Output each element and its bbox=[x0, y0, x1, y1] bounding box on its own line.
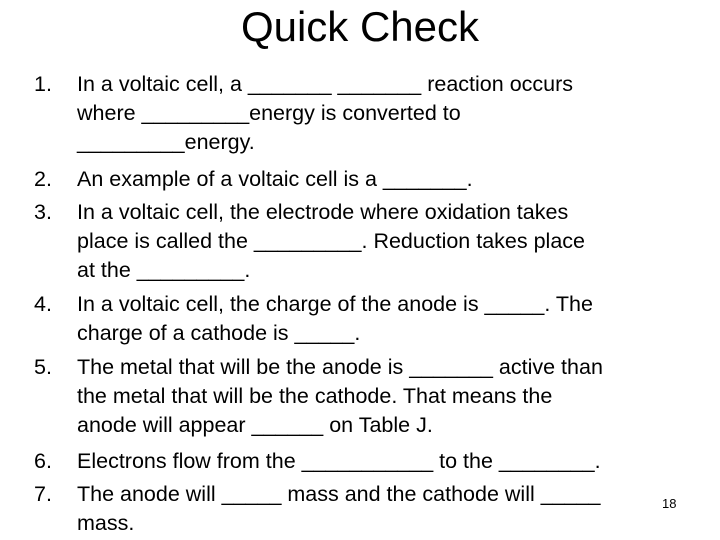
question-line: the metal that will be the cathode. That means the bbox=[77, 384, 553, 408]
question-line: _________energy. bbox=[77, 130, 255, 154]
question-number: 5. bbox=[34, 355, 52, 379]
question-number: 6. bbox=[34, 449, 52, 473]
question-number: 2. bbox=[34, 167, 52, 191]
question-number: 4. bbox=[34, 292, 52, 316]
question-line: mass. bbox=[77, 511, 135, 535]
question-line: In a voltaic cell, the electrode where oxidation takes bbox=[77, 200, 569, 224]
question-number: 1. bbox=[34, 72, 52, 96]
question-line: where _________energy is converted to bbox=[77, 101, 461, 125]
question-line: place is called the _________. Reduction takes place bbox=[77, 229, 585, 253]
question-line: charge of a cathode is _____. bbox=[77, 321, 361, 345]
question-line: An example of a voltaic cell is a _______. bbox=[77, 167, 473, 191]
question-number: 7. bbox=[34, 482, 52, 506]
slide-number: 18 bbox=[662, 496, 677, 511]
question-number: 3. bbox=[34, 200, 52, 224]
question-line: anode will appear ______ on Table J. bbox=[77, 413, 433, 437]
question-line: The metal that will be the anode is _______ active than bbox=[77, 355, 603, 379]
question-line: Electrons flow from the ___________ to the ________. bbox=[77, 449, 601, 473]
question-line: In a voltaic cell, a _______ _______ reaction occurs bbox=[77, 72, 574, 96]
question-line: at the _________. bbox=[77, 258, 251, 282]
slide-title: Quick Check bbox=[240, 3, 480, 50]
question-line: The anode will _____ mass and the cathode will _____ bbox=[77, 482, 601, 506]
question-line: In a voltaic cell, the charge of the anode is _____. The bbox=[77, 292, 593, 316]
